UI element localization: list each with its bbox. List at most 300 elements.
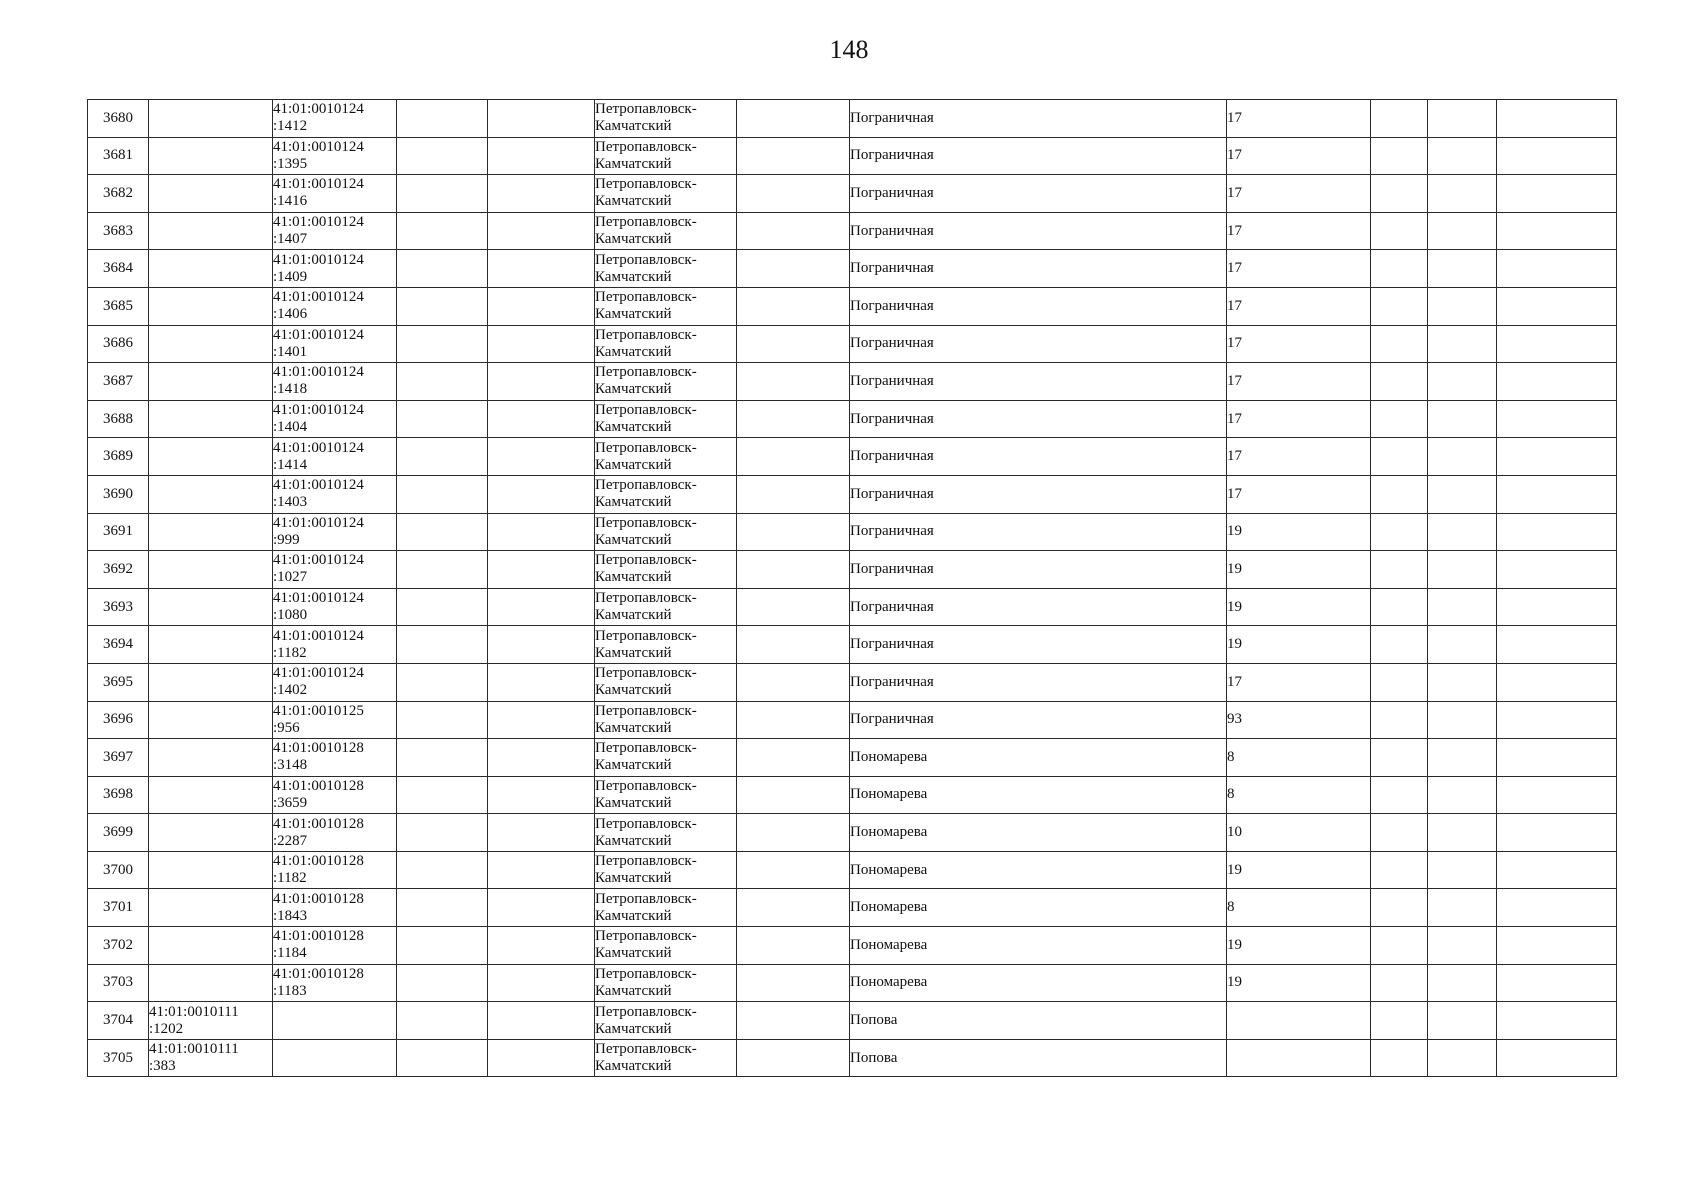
table-row xyxy=(88,626,1617,664)
empty-cell xyxy=(488,513,595,551)
city-cell: Петропавловск- Камчатский xyxy=(595,325,737,363)
empty-cell xyxy=(737,551,850,589)
cadastral-number-b-cell: 41:01:0010128 :1184 xyxy=(273,927,397,965)
street-cell: Попова xyxy=(850,1039,1227,1077)
city-cell: Петропавловск- Камчатский xyxy=(595,1002,737,1040)
empty-cell xyxy=(1428,100,1497,138)
empty-cell xyxy=(1371,889,1428,927)
empty-cell xyxy=(737,137,850,175)
house-number-cell: 17 xyxy=(1227,175,1371,213)
house-number-cell: 19 xyxy=(1227,626,1371,664)
cadastral-number-a-cell xyxy=(149,325,273,363)
cadastral-number-a-cell xyxy=(149,475,273,513)
house-number-cell: 19 xyxy=(1227,964,1371,1002)
row-number-cell: 3703 xyxy=(88,964,149,1002)
empty-cell xyxy=(397,626,488,664)
row-number-cell: 3689 xyxy=(88,438,149,476)
empty-cell xyxy=(1371,100,1428,138)
street-cell: Пономарева xyxy=(850,814,1227,852)
row-number-cell: 3682 xyxy=(88,175,149,213)
row-number-cell: 3704 xyxy=(88,1002,149,1040)
city-cell: Петропавловск- Камчатский xyxy=(595,964,737,1002)
house-number-cell: 17 xyxy=(1227,100,1371,138)
house-number-cell: 17 xyxy=(1227,250,1371,288)
empty-cell xyxy=(1497,100,1617,138)
row-number-cell: 3680 xyxy=(88,100,149,138)
cadastral-number-a-cell: 41:01:0010111 :1202 xyxy=(149,1002,273,1040)
city-cell: Петропавловск- Камчатский xyxy=(595,212,737,250)
empty-cell xyxy=(397,776,488,814)
empty-cell xyxy=(1428,513,1497,551)
empty-cell xyxy=(1428,701,1497,739)
row-number-cell: 3700 xyxy=(88,851,149,889)
city-cell: Петропавловск- Камчатский xyxy=(595,137,737,175)
cadastral-number-b-cell: 41:01:0010128 :1843 xyxy=(273,889,397,927)
empty-cell xyxy=(1371,175,1428,213)
empty-cell xyxy=(737,250,850,288)
house-number-cell: 19 xyxy=(1227,551,1371,589)
empty-cell xyxy=(737,776,850,814)
cadastral-number-b-cell: 41:01:0010128 :3659 xyxy=(273,776,397,814)
row-number-cell: 3699 xyxy=(88,814,149,852)
empty-cell xyxy=(397,400,488,438)
street-cell: Пограничная xyxy=(850,363,1227,401)
empty-cell xyxy=(1497,175,1617,213)
cadastral-number-a-cell xyxy=(149,814,273,852)
empty-cell xyxy=(488,1039,595,1077)
empty-cell xyxy=(1497,551,1617,589)
empty-cell xyxy=(737,400,850,438)
row-number-cell: 3681 xyxy=(88,137,149,175)
empty-cell xyxy=(1371,851,1428,889)
row-number-cell: 3684 xyxy=(88,250,149,288)
empty-cell xyxy=(397,212,488,250)
cadastral-number-a-cell xyxy=(149,964,273,1002)
empty-cell xyxy=(1428,212,1497,250)
table-row xyxy=(88,363,1617,401)
cadastral-number-a-cell xyxy=(149,175,273,213)
empty-cell xyxy=(1497,964,1617,1002)
table-body xyxy=(88,100,1617,1077)
empty-cell xyxy=(1371,475,1428,513)
empty-cell xyxy=(1371,551,1428,589)
empty-cell xyxy=(737,513,850,551)
empty-cell xyxy=(1497,851,1617,889)
empty-cell xyxy=(488,551,595,589)
empty-cell xyxy=(397,814,488,852)
cadastral-number-a-cell xyxy=(149,250,273,288)
empty-cell xyxy=(1371,964,1428,1002)
house-number-cell: 19 xyxy=(1227,927,1371,965)
empty-cell xyxy=(488,287,595,325)
empty-cell xyxy=(1428,250,1497,288)
empty-cell xyxy=(737,889,850,927)
cadastral-number-b-cell: 41:01:0010124 :1406 xyxy=(273,287,397,325)
cadastral-number-b-cell: 41:01:0010124 :1080 xyxy=(273,588,397,626)
street-cell: Пограничная xyxy=(850,250,1227,288)
empty-cell xyxy=(737,814,850,852)
cadastral-number-a-cell xyxy=(149,438,273,476)
empty-cell xyxy=(1497,475,1617,513)
empty-cell xyxy=(1497,287,1617,325)
empty-cell xyxy=(397,363,488,401)
cadastral-number-a-cell xyxy=(149,626,273,664)
empty-cell xyxy=(1497,739,1617,777)
empty-cell xyxy=(488,663,595,701)
table-row xyxy=(88,663,1617,701)
empty-cell xyxy=(397,287,488,325)
empty-cell xyxy=(1371,626,1428,664)
cadastral-number-a-cell xyxy=(149,889,273,927)
table-row xyxy=(88,851,1617,889)
city-cell: Петропавловск- Камчатский xyxy=(595,363,737,401)
empty-cell xyxy=(737,663,850,701)
empty-cell xyxy=(1497,663,1617,701)
empty-cell xyxy=(1371,400,1428,438)
cadastral-number-a-cell xyxy=(149,137,273,175)
cadastral-number-a-cell xyxy=(149,287,273,325)
empty-cell xyxy=(488,400,595,438)
empty-cell xyxy=(737,175,850,213)
house-number-cell: 8 xyxy=(1227,889,1371,927)
empty-cell xyxy=(737,438,850,476)
empty-cell xyxy=(397,964,488,1002)
empty-cell xyxy=(737,964,850,1002)
house-number-cell: 17 xyxy=(1227,475,1371,513)
empty-cell xyxy=(488,325,595,363)
cadastral-number-b-cell: 41:01:0010128 :1182 xyxy=(273,851,397,889)
empty-cell xyxy=(1497,701,1617,739)
empty-cell xyxy=(1497,250,1617,288)
cadastral-number-a-cell xyxy=(149,400,273,438)
city-cell: Петропавловск- Камчатский xyxy=(595,400,737,438)
cadastral-number-a-cell xyxy=(149,739,273,777)
empty-cell xyxy=(1428,1039,1497,1077)
house-number-cell: 17 xyxy=(1227,663,1371,701)
street-cell: Пономарева xyxy=(850,851,1227,889)
empty-cell xyxy=(1497,325,1617,363)
street-cell: Пограничная xyxy=(850,588,1227,626)
empty-cell xyxy=(1497,513,1617,551)
cadastral-number-b-cell: 41:01:0010124 :1402 xyxy=(273,663,397,701)
table-row xyxy=(88,1039,1617,1077)
empty-cell xyxy=(737,588,850,626)
empty-cell xyxy=(397,513,488,551)
empty-cell xyxy=(737,739,850,777)
cadastral-number-b-cell: 41:01:0010125 :956 xyxy=(273,701,397,739)
row-number-cell: 3688 xyxy=(88,400,149,438)
house-number-cell: 19 xyxy=(1227,513,1371,551)
street-cell: Пономарева xyxy=(850,776,1227,814)
empty-cell xyxy=(488,964,595,1002)
empty-cell xyxy=(397,1039,488,1077)
empty-cell xyxy=(397,701,488,739)
cadastral-number-b-cell: 41:01:0010124 :1409 xyxy=(273,250,397,288)
empty-cell xyxy=(737,1002,850,1040)
empty-cell xyxy=(397,438,488,476)
empty-cell xyxy=(1428,814,1497,852)
empty-cell xyxy=(1497,1039,1617,1077)
table-row xyxy=(88,250,1617,288)
table-row xyxy=(88,137,1617,175)
house-number-cell: 17 xyxy=(1227,325,1371,363)
table-row xyxy=(88,776,1617,814)
empty-cell xyxy=(1428,739,1497,777)
row-number-cell: 3693 xyxy=(88,588,149,626)
empty-cell xyxy=(1371,927,1428,965)
city-cell: Петропавловск- Камчатский xyxy=(595,701,737,739)
street-cell: Пограничная xyxy=(850,663,1227,701)
empty-cell xyxy=(1497,776,1617,814)
cadastral-number-b-cell: 41:01:0010128 :3148 xyxy=(273,739,397,777)
empty-cell xyxy=(488,438,595,476)
empty-cell xyxy=(1428,964,1497,1002)
row-number-cell: 3698 xyxy=(88,776,149,814)
empty-cell xyxy=(1428,475,1497,513)
cadastral-number-a-cell xyxy=(149,663,273,701)
empty-cell xyxy=(397,588,488,626)
empty-cell xyxy=(1428,588,1497,626)
table-row xyxy=(88,212,1617,250)
empty-cell xyxy=(737,626,850,664)
city-cell: Петропавловск- Камчатский xyxy=(595,626,737,664)
empty-cell xyxy=(737,212,850,250)
table-row xyxy=(88,100,1617,138)
empty-cell xyxy=(488,776,595,814)
street-cell: Пономарева xyxy=(850,889,1227,927)
cadastral-number-b-cell xyxy=(273,1002,397,1040)
table-row xyxy=(88,889,1617,927)
row-number-cell: 3692 xyxy=(88,551,149,589)
house-number-cell: 19 xyxy=(1227,588,1371,626)
city-cell: Петропавловск- Камчатский xyxy=(595,1039,737,1077)
cadastral-number-a-cell xyxy=(149,363,273,401)
street-cell: Пограничная xyxy=(850,137,1227,175)
house-number-cell xyxy=(1227,1039,1371,1077)
empty-cell xyxy=(737,927,850,965)
street-cell: Пограничная xyxy=(850,212,1227,250)
empty-cell xyxy=(1371,137,1428,175)
empty-cell xyxy=(1497,212,1617,250)
street-cell: Пограничная xyxy=(850,325,1227,363)
table-row xyxy=(88,964,1617,1002)
empty-cell xyxy=(397,175,488,213)
cadastral-number-a-cell: 41:01:0010111 :383 xyxy=(149,1039,273,1077)
house-number-cell: 17 xyxy=(1227,438,1371,476)
cadastral-number-a-cell xyxy=(149,701,273,739)
row-number-cell: 3696 xyxy=(88,701,149,739)
house-number-cell: 17 xyxy=(1227,287,1371,325)
empty-cell xyxy=(488,588,595,626)
empty-cell xyxy=(488,475,595,513)
cadastral-number-a-cell xyxy=(149,588,273,626)
table-row xyxy=(88,551,1617,589)
empty-cell xyxy=(1497,400,1617,438)
cadastral-number-b-cell: 41:01:0010124 :1182 xyxy=(273,626,397,664)
table-row xyxy=(88,814,1617,852)
empty-cell xyxy=(737,100,850,138)
empty-cell xyxy=(1497,814,1617,852)
street-cell: Пономарева xyxy=(850,964,1227,1002)
table-row xyxy=(88,927,1617,965)
street-cell: Пограничная xyxy=(850,175,1227,213)
empty-cell xyxy=(1371,1002,1428,1040)
empty-cell xyxy=(397,475,488,513)
empty-cell xyxy=(1371,287,1428,325)
table-row xyxy=(88,438,1617,476)
street-cell: Пограничная xyxy=(850,475,1227,513)
house-number-cell: 17 xyxy=(1227,212,1371,250)
empty-cell xyxy=(488,175,595,213)
empty-cell xyxy=(397,927,488,965)
empty-cell xyxy=(737,287,850,325)
empty-cell xyxy=(1497,137,1617,175)
house-number-cell: 17 xyxy=(1227,363,1371,401)
empty-cell xyxy=(1371,438,1428,476)
empty-cell xyxy=(488,927,595,965)
empty-cell xyxy=(1371,212,1428,250)
empty-cell xyxy=(1371,363,1428,401)
empty-cell xyxy=(1497,363,1617,401)
empty-cell xyxy=(397,551,488,589)
city-cell: Петропавловск- Камчатский xyxy=(595,287,737,325)
empty-cell xyxy=(1371,776,1428,814)
city-cell: Петропавловск- Камчатский xyxy=(595,438,737,476)
page-number: 148 xyxy=(829,35,869,64)
empty-cell xyxy=(488,851,595,889)
street-cell: Пограничная xyxy=(850,438,1227,476)
city-cell: Петропавловск- Камчатский xyxy=(595,814,737,852)
city-cell: Петропавловск- Камчатский xyxy=(595,927,737,965)
table-row xyxy=(88,588,1617,626)
empty-cell xyxy=(1371,588,1428,626)
city-cell: Петропавловск- Камчатский xyxy=(595,889,737,927)
cadastral-number-b-cell: 41:01:0010124 :1414 xyxy=(273,438,397,476)
cadastral-number-a-cell xyxy=(149,513,273,551)
row-number-cell: 3694 xyxy=(88,626,149,664)
empty-cell xyxy=(1371,814,1428,852)
empty-cell xyxy=(1428,889,1497,927)
empty-cell xyxy=(397,325,488,363)
empty-cell xyxy=(1497,1002,1617,1040)
house-number-cell: 10 xyxy=(1227,814,1371,852)
table-row xyxy=(88,1002,1617,1040)
empty-cell xyxy=(737,363,850,401)
street-cell: Пограничная xyxy=(850,287,1227,325)
city-cell: Петропавловск- Камчатский xyxy=(595,739,737,777)
house-number-cell: 8 xyxy=(1227,776,1371,814)
table-row xyxy=(88,701,1617,739)
empty-cell xyxy=(1428,175,1497,213)
row-number-cell: 3701 xyxy=(88,889,149,927)
empty-cell xyxy=(488,889,595,927)
empty-cell xyxy=(737,1039,850,1077)
empty-cell xyxy=(1428,851,1497,889)
empty-cell xyxy=(397,889,488,927)
empty-cell xyxy=(1428,137,1497,175)
cadastral-number-b-cell: 41:01:0010124 :1395 xyxy=(273,137,397,175)
cadastral-number-b-cell: 41:01:0010124 :1404 xyxy=(273,400,397,438)
empty-cell xyxy=(1428,325,1497,363)
empty-cell xyxy=(1371,325,1428,363)
row-number-cell: 3687 xyxy=(88,363,149,401)
city-cell: Петропавловск- Камчатский xyxy=(595,663,737,701)
street-cell: Пограничная xyxy=(850,100,1227,138)
empty-cell xyxy=(1428,287,1497,325)
empty-cell xyxy=(737,325,850,363)
cadastral-number-b-cell: 41:01:0010124 :1027 xyxy=(273,551,397,589)
row-number-cell: 3686 xyxy=(88,325,149,363)
city-cell: Петропавловск- Камчатский xyxy=(595,588,737,626)
empty-cell xyxy=(737,475,850,513)
row-number-cell: 3695 xyxy=(88,663,149,701)
street-cell: Попова xyxy=(850,1002,1227,1040)
cadastral-number-b-cell: 41:01:0010124 :1412 xyxy=(273,100,397,138)
empty-cell xyxy=(1497,438,1617,476)
empty-cell xyxy=(397,851,488,889)
city-cell: Петропавловск- Камчатский xyxy=(595,175,737,213)
empty-cell xyxy=(488,137,595,175)
street-cell: Пограничная xyxy=(850,551,1227,589)
row-number-cell: 3690 xyxy=(88,475,149,513)
cadastral-number-b-cell: 41:01:0010124 :999 xyxy=(273,513,397,551)
empty-cell xyxy=(1371,250,1428,288)
empty-cell xyxy=(488,1002,595,1040)
empty-cell xyxy=(1428,363,1497,401)
street-cell: Пограничная xyxy=(850,513,1227,551)
table-row xyxy=(88,400,1617,438)
empty-cell xyxy=(488,363,595,401)
row-number-cell: 3685 xyxy=(88,287,149,325)
house-number-cell xyxy=(1227,1002,1371,1040)
empty-cell xyxy=(488,212,595,250)
row-number-cell: 3705 xyxy=(88,1039,149,1077)
empty-cell xyxy=(1371,739,1428,777)
empty-cell xyxy=(488,250,595,288)
empty-cell xyxy=(1371,1039,1428,1077)
empty-cell xyxy=(1428,776,1497,814)
empty-cell xyxy=(397,663,488,701)
cadastral-number-b-cell: 41:01:0010124 :1418 xyxy=(273,363,397,401)
empty-cell xyxy=(397,250,488,288)
city-cell: Петропавловск- Камчатский xyxy=(595,851,737,889)
empty-cell xyxy=(1428,438,1497,476)
house-number-cell: 17 xyxy=(1227,400,1371,438)
registry-table xyxy=(87,99,1617,1077)
empty-cell xyxy=(488,701,595,739)
row-number-cell: 3691 xyxy=(88,513,149,551)
street-cell: Пономарева xyxy=(850,739,1227,777)
empty-cell xyxy=(397,739,488,777)
cadastral-number-b-cell: 41:01:0010124 :1401 xyxy=(273,325,397,363)
row-number-cell: 3683 xyxy=(88,212,149,250)
empty-cell xyxy=(488,100,595,138)
empty-cell xyxy=(1428,400,1497,438)
empty-cell xyxy=(1428,663,1497,701)
empty-cell xyxy=(737,701,850,739)
empty-cell xyxy=(1497,626,1617,664)
house-number-cell: 19 xyxy=(1227,851,1371,889)
cadastral-number-b-cell: 41:01:0010124 :1407 xyxy=(273,212,397,250)
city-cell: Петропавловск- Камчатский xyxy=(595,551,737,589)
row-number-cell: 3702 xyxy=(88,927,149,965)
cadastral-number-a-cell xyxy=(149,551,273,589)
empty-cell xyxy=(1428,551,1497,589)
cadastral-number-a-cell xyxy=(149,212,273,250)
cadastral-number-a-cell xyxy=(149,927,273,965)
cadastral-number-b-cell: 41:01:0010124 :1416 xyxy=(273,175,397,213)
empty-cell xyxy=(488,814,595,852)
